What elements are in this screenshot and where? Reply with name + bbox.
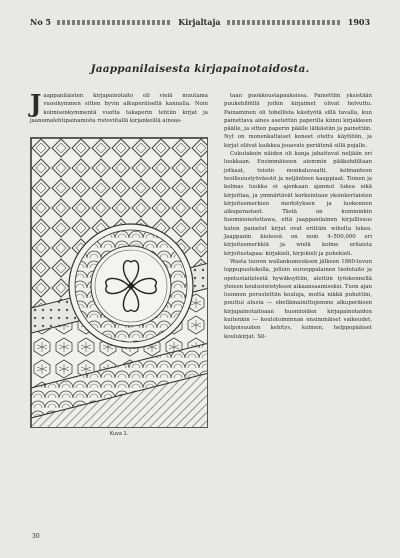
page-number: 30 bbox=[32, 533, 40, 540]
issue-year: 1903 bbox=[347, 17, 371, 27]
issue-number: No 5 bbox=[30, 17, 51, 27]
header-ornament-right bbox=[227, 20, 342, 25]
article-title: Jaappanilaisesta kirjapainotaidosta. bbox=[90, 63, 310, 75]
ornament-illustration bbox=[31, 138, 208, 428]
figure-caption: Kuva 1. bbox=[109, 431, 129, 437]
running-header bbox=[30, 16, 370, 28]
right-column-paragraph-2: Cukutakoin näiden oli kanja jahaituvat neljään eri luokkaan. Ensimmäiseen aiemmin pääkohdiltaan jotkaat, toisiin monkaluvaatti, kolmanteen teollisuustyöväestö ja neljänteen kauppiaat. Toinen ja kolmas luokka ei ajenkaan ajannut lukea eikä kirjoittaa, ja ymmärtävät korkeintaan yksinkertaisten kirjoitusmerkien merkityksen ja luokennon alkuperastaot. Tästä on kumminkin huomioonotettawa, että jaappanilainen kirjallisuus kuten painetut kirjat ovat erittäin wiholta lukea. Jaappanin kielessä on noin 4–500,000 eri kirjoitusmerkkiä ja wielä kolme erilaista kirjoitustapaa: kirjakieli, kirjekieli ja puhekieli. bbox=[224, 151, 372, 257]
left-column-paragraph: Jaappanilaisten kirjapainotaito oli vielä muutama vuosikymmen sitten hyvin alkuperäisellä kannalla. Noin kolmisenkymmentä vuotta takaperin tehtiin kirjat ja jaanomalehtipainamista ristoviitallä kirjankeillä ainoas- bbox=[30, 89, 208, 124]
right-column-paragraph-3: Wasta tuoren wallankumouksen jälkeen 1860-luvun loppupuoliskolla, jolloin eurooppalainen tiedetaito ja opetustaitelestä hywäksyttiin, alettiin työskennellä yleisen koulusiwistyksen aikaansaamiseksi. Tuon ajan luonnon perustettiin kouluja, mutta nikkä puhuttiin, puuttui alusta — ebellämainittujemme alkuperäisen kirjapainotaitoaan huomioiden kirjapainotaidon kuitenkin — koulutoiminnan ensimmäiset vaikeudet, kelpoisuuden kehitys, kolmen, helppopääiset koulukirjat. Sil- bbox=[224, 258, 372, 340]
journal-name: Kirjaltaja bbox=[178, 17, 221, 27]
header-ornament-left bbox=[57, 20, 172, 25]
right-column bbox=[224, 92, 372, 341]
ornament-figure bbox=[30, 137, 208, 428]
right-column-paragraph-1: taan puokkeustapauksissa. Painettiin yksistään puukehilöillä joihin kirjaimet olivat helvuttu. Painaminen oli tobellista käsityötä sillä tavalla, kun painettava aines asetettiin paperilla kiinni kirjakkeen päälle, ja sitten paperin päälle lätkästiin ja painettiin. Nyt on monenkaltaiset koneet otettu käyttöön, ja kirjat oliivat kaikkea jouavats periätenä sillä pojalle. bbox=[224, 93, 372, 149]
left-column bbox=[30, 89, 208, 125]
